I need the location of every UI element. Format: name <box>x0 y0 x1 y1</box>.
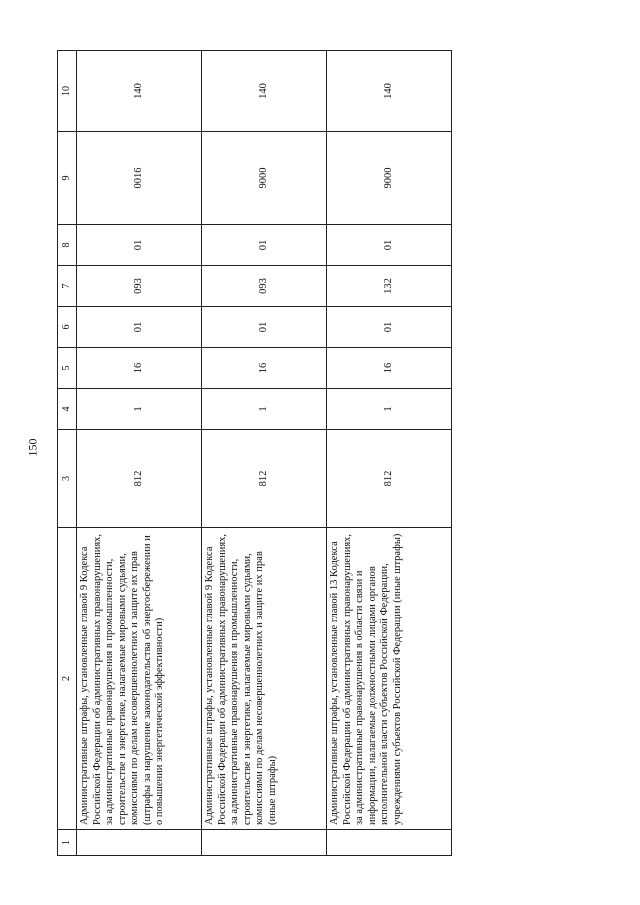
table-row <box>202 51 327 856</box>
table-row <box>77 51 202 856</box>
row-cell-1 <box>202 830 327 856</box>
page-number: 150 <box>25 438 40 457</box>
row-description: Административные штрафы, установленные главой 9 Кодекса Российской Федерации об административных правонарушениях, за административные правонарушения в промышленности, строительстве и энергетике, налагаемые мировыми судьями, комиссиями по делам несовершеннолетних и защите их прав (иные штрафы) <box>202 528 327 830</box>
row-cell-4: 1 <box>327 389 452 430</box>
row-cell-3: 812 <box>327 430 452 528</box>
row-description: Административные штрафы, установленные главой 9 Кодекса Российской Федерации об административных правонарушениях, за административные правонарушения в промышленности, строительстве и энергетике, налагаемые мировыми судьями, комиссиями по делам несовершеннолетних и защите их прав (штрафы за нарушение законодательства об энергосбережении и о повышении энергетической эффективности) <box>77 528 202 830</box>
row-cell-9: 0016 <box>77 132 202 225</box>
row-cell-10: 140 <box>77 51 202 132</box>
rotated-table-container <box>57 51 449 856</box>
row-cell-7: 093 <box>202 266 327 307</box>
row-cell-4: 1 <box>202 389 327 430</box>
column-header-10: 10 <box>58 51 77 132</box>
header-row <box>58 51 77 856</box>
row-cell-7: 132 <box>327 266 452 307</box>
row-cell-5: 16 <box>327 348 452 389</box>
column-header-3: 3 <box>58 430 77 528</box>
column-header-9: 9 <box>58 132 77 225</box>
row-cell-9: 9000 <box>202 132 327 225</box>
row-cell-10: 140 <box>202 51 327 132</box>
column-header-7: 7 <box>58 266 77 307</box>
row-description: Административные штрафы, установленные главой 13 Кодекса Российской Федерации об административных правонарушениях, за административные правонарушения в области связи и информации, налагаемые должностными лицами органов исполнительной власти субъектов Российской Федерации, учреждениями субъектов Российской Федерации (иные штрафы) <box>327 528 452 830</box>
row-cell-7: 093 <box>77 266 202 307</box>
row-cell-5: 16 <box>77 348 202 389</box>
row-cell-8: 01 <box>77 225 202 266</box>
column-header-2: 2 <box>58 528 77 830</box>
row-cell-6: 01 <box>77 307 202 348</box>
column-header-8: 8 <box>58 225 77 266</box>
row-cell-10: 140 <box>327 51 452 132</box>
column-header-5: 5 <box>58 348 77 389</box>
fines-table <box>57 50 452 856</box>
column-header-6: 6 <box>58 307 77 348</box>
column-header-1: 1 <box>58 830 77 856</box>
column-header-4: 4 <box>58 389 77 430</box>
table-row <box>327 51 452 856</box>
row-cell-6: 01 <box>202 307 327 348</box>
row-cell-1 <box>77 830 202 856</box>
row-cell-8: 01 <box>202 225 327 266</box>
row-cell-3: 812 <box>202 430 327 528</box>
row-cell-5: 16 <box>202 348 327 389</box>
row-cell-4: 1 <box>77 389 202 430</box>
row-cell-9: 9000 <box>327 132 452 225</box>
row-cell-1 <box>327 830 452 856</box>
row-cell-6: 01 <box>327 307 452 348</box>
row-cell-3: 812 <box>77 430 202 528</box>
row-cell-8: 01 <box>327 225 452 266</box>
